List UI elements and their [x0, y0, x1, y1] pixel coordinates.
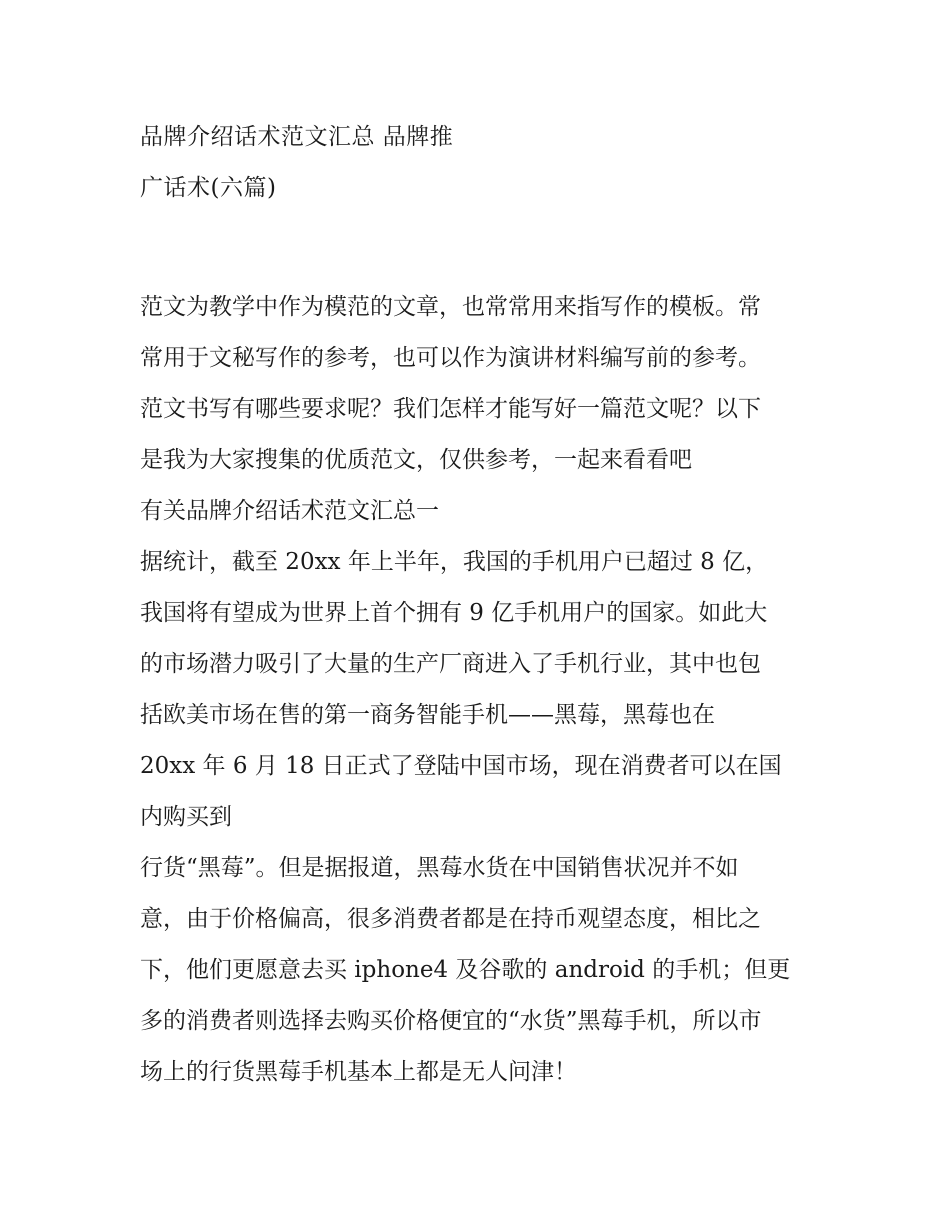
intro-paragraph-line: 范文书写有哪些要求呢？我们怎样才能写好一篇范文呢？以下 [140, 396, 761, 422]
paragraph-line: 多的消费者则选择去购买价格便宜的“水货”黑莓手机，所以市 [140, 1008, 762, 1034]
intro-paragraph-line: 范文为教学中作为模范的文章，也常常用来指写作的模板。常 [140, 294, 761, 320]
paragraph-line: 下，他们更愿意去买 iphone4 及谷歌的 android 的手机；但更 [140, 957, 791, 983]
paragraph-line: 20xx 年 6 月 18 日正式了登陆中国市场，现在消费者可以在国 [140, 753, 782, 779]
section-heading: 有关品牌介绍话术范文汇总一 [140, 498, 439, 524]
document-body [140, 282, 830, 1098]
paragraph-line: 意，由于价格偏高，很多消费者都是在持币观望态度，相比之 [140, 906, 761, 932]
paragraph-line: 括欧美市场在售的第一商务智能手机——黑莓，黑莓也在 [140, 702, 715, 728]
document-title [140, 112, 820, 214]
paragraph-line: 场上的行货黑莓手机基本上都是无人问津！ [140, 1059, 577, 1085]
intro-paragraph-line: 是我为大家搜集的优质范文，仅供参考，一起来看看吧 [140, 447, 692, 473]
paragraph-line: 据统计，截至 20xx 年上半年，我国的手机用户已超过 8 亿， [140, 549, 769, 575]
paragraph-line: 的市场潜力吸引了大量的生产厂商进入了手机行业，其中也包 [140, 651, 761, 677]
intro-paragraph-line: 常用于文秘写作的参考，也可以作为演讲材料编写前的参考。 [140, 345, 761, 371]
title-line: 广话术(六篇) [140, 175, 277, 201]
title-line: 品牌介绍话术范文汇总 品牌推 [140, 124, 454, 150]
paragraph-line: 内购买到 [140, 804, 232, 830]
paragraph-line: 我国将有望成为世界上首个拥有 9 亿手机用户的国家。如此大 [140, 600, 768, 626]
paragraph-line: 行货“黑莓”。但是据报道，黑莓水货在中国销售状况并不如 [140, 855, 739, 881]
